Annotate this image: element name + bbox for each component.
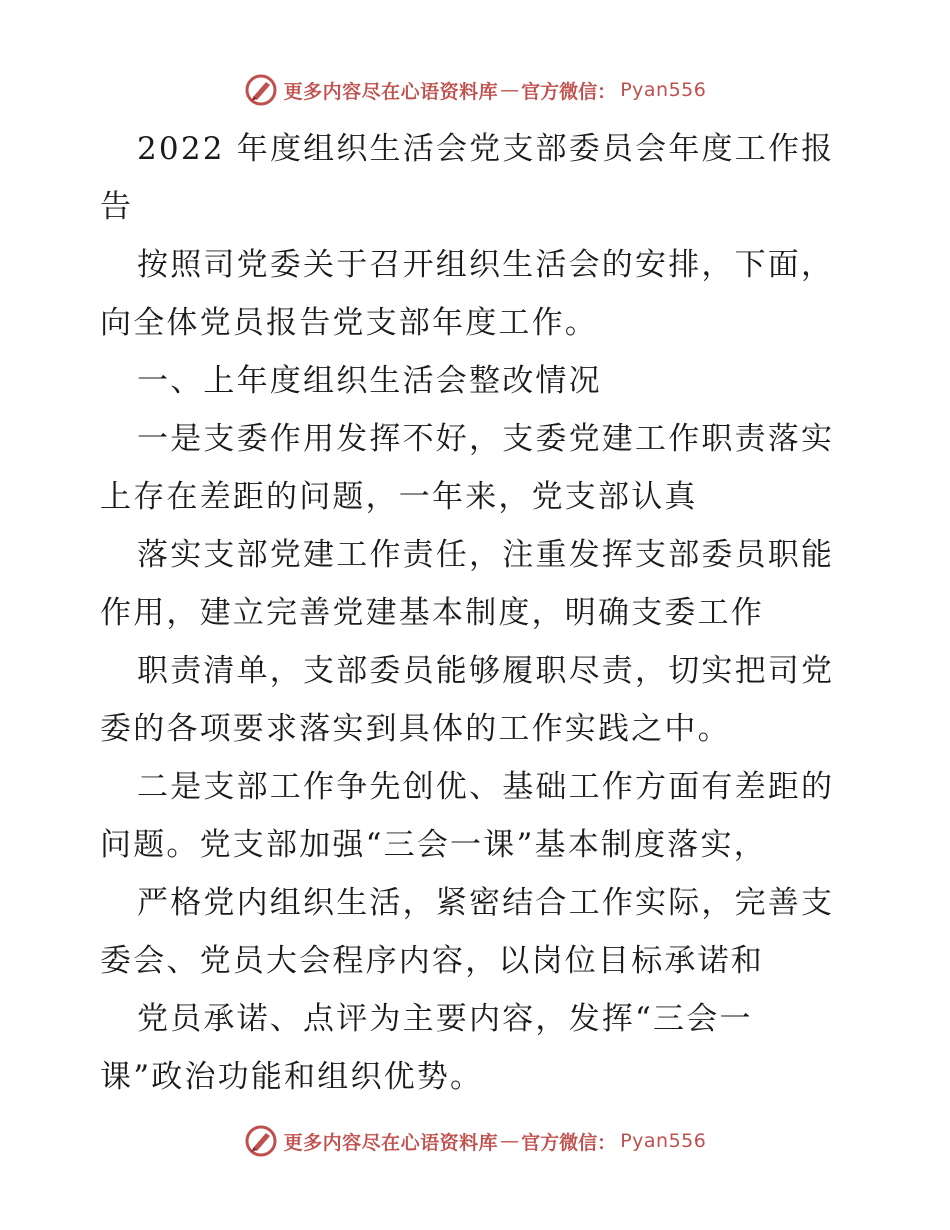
paragraph-line: 一是支委作用发挥不好，支委党建工作职责落实 [137, 421, 835, 457]
paragraph-line: 上存在差距的问题，一年来，党支部认真 [100, 479, 698, 515]
paragraph-line: 党员承诺、点评为主要内容，发挥“三会一 [137, 1001, 753, 1037]
header-banner [0, 70, 950, 110]
paragraph-line: 课”政治功能和组织优势。 [100, 1059, 484, 1095]
paragraph-line: 职责清单，支部委员能够履职尽责，切实把司党 [137, 653, 835, 689]
paragraph-line: 落实支部党建工作责任，注重发挥支部委员职能 [137, 537, 835, 573]
banner-slogan: 更多内容尽在心语资料库 [283, 80, 499, 103]
paragraph-line: 委会、党员大会程序内容，以岗位目标承诺和 [100, 943, 764, 979]
banner-wechat-label: 官方微信： [521, 80, 617, 103]
quill-pen-logo-icon [244, 1124, 278, 1158]
title-line-2: 告 [100, 189, 134, 225]
paragraph-line: 委的各项要求落实到具体的工作实践之中。 [100, 711, 731, 747]
banner-wechat-label: 官方微信： [521, 1131, 617, 1154]
paragraph-line: 问题。党支部加强“三会一课”基本制度落实， [100, 827, 767, 863]
paragraph-line: 严格党内组织生活，紧密结合工作实际，完善支 [137, 885, 835, 921]
title-line-1: 2022 年度组织生活会党支部委员会年度工作报 [137, 131, 835, 167]
paragraph-line: 二是支部工作争先创优、基础工作方面有差距的 [137, 769, 835, 805]
paragraph-line: 作用，建立完善党建基本制度，明确支委工作 [100, 595, 764, 631]
banner-separator: — [500, 1130, 520, 1152]
footer-banner [0, 1121, 950, 1161]
document-body [100, 120, 852, 1106]
paragraph-line: 向全体党员报告党支部年度工作。 [100, 305, 598, 341]
banner-wechat-account: Pyan556 [620, 79, 707, 101]
banner-separator: — [500, 79, 520, 101]
banner-slogan: 更多内容尽在心语资料库 [283, 1131, 499, 1154]
quill-pen-logo-icon [244, 73, 278, 107]
paragraph-line: 按照司党委关于召开组织生活会的安排，下面， [137, 247, 835, 283]
section-heading: 一、上年度组织生活会整改情况 [137, 363, 602, 399]
banner-wechat-account: Pyan556 [620, 1130, 707, 1152]
